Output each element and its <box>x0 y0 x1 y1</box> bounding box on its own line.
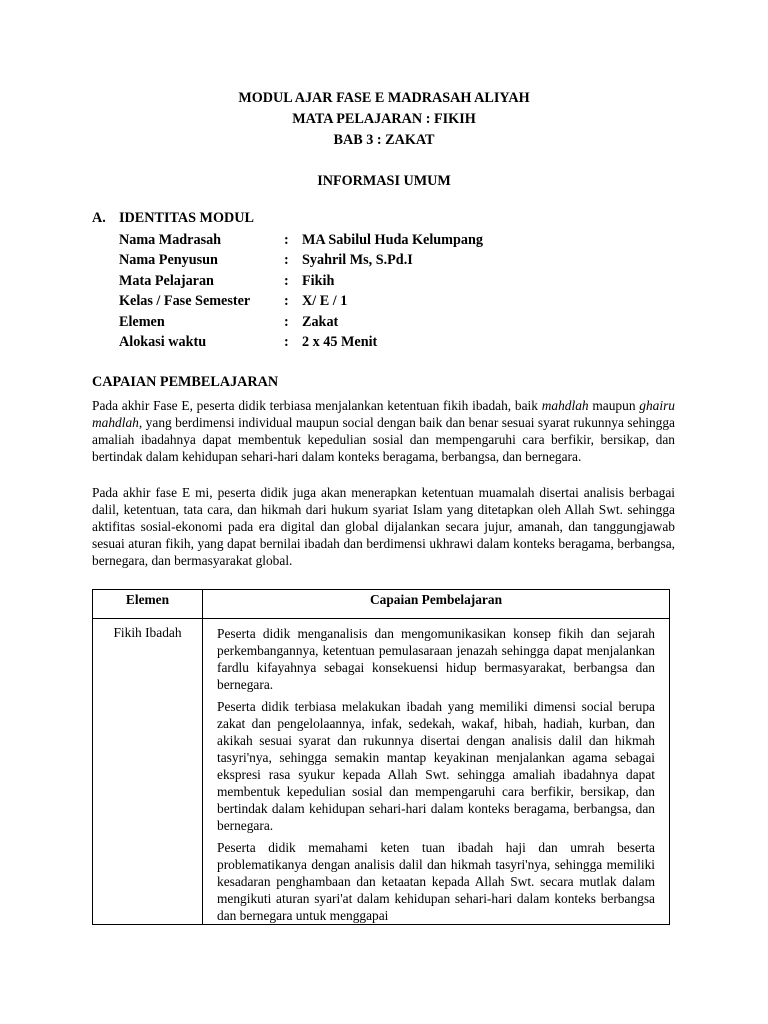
identitas-value: MA Sabilul Huda Kelumpang <box>302 232 483 248</box>
table-header-elemen: Elemen <box>93 590 203 619</box>
identitas-row <box>119 252 483 272</box>
capaian-paragraph-2: Pada akhir fase E mi, peserta didik juga akan menerapkan ketentuan muamalah disertai analisis berbagai dalil, ketentuan, tata cara, dan hikmah dari hukum syariat Islam yang ditetapkan oleh Allah Swt. sehingga aktifitas sosial-ekonomi pada era digital dan global dijalankan secara jujur, amanah, dan tanggungjawab sesuai aturan fikih, yang dapat bernilai ibadah dan berdimensi ukhrawi dalam konteks beragama, berbangsa, bernegara, dan bermasyarakat global. <box>92 485 675 568</box>
section-letter: A. <box>92 210 106 226</box>
identitas-key: Elemen <box>119 313 165 330</box>
subject-title: MATA PELAJARAN : FIKIH <box>292 111 476 127</box>
identitas-key: Nama Madrasah <box>119 232 222 248</box>
identitas-key: Mata Pelajaran <box>119 272 214 289</box>
identitas-row <box>119 314 483 334</box>
identitas-key: Nama Penyusun <box>119 252 218 269</box>
capaian-item: Peserta didik menganalisis dan mengomunikasikan konsep fikih dan sejarah perkembangannya, ketentuan pemulasaraan jenazah sehingga dapat menjalankan fardlu kifayahnya sebagai konsekuensi hidup bermasyarakat, berbangsa dan bernegara. <box>217 626 655 692</box>
table-row <box>93 619 670 925</box>
section-title-informasi-umum: INFORMASI UMUM <box>317 173 451 189</box>
identitas-value: X/ E / 1 <box>302 293 348 310</box>
identitas-value: 2 x 45 Menit <box>302 333 378 350</box>
identitas-separator: : <box>284 293 289 310</box>
text-run: Pada akhir Fase E, peserta didik terbiasa menjalankan ketentuan fikih ibadah, baik <box>92 398 542 413</box>
identitas-value: Zakat <box>302 313 339 330</box>
capaian-heading: CAPAIAN PEMBELAJARAN <box>92 374 279 390</box>
capaian-paragraph-1 <box>92 397 675 465</box>
module-title: MODUL AJAR FASE E MADRASAH ALIYAH <box>238 90 530 106</box>
identitas-title: IDENTITAS MODUL <box>119 210 254 226</box>
identitas-key: Alokasi waktu <box>119 333 207 350</box>
chapter-title: BAB 3 : ZAKAT <box>333 132 435 148</box>
identitas-separator: : <box>284 272 289 289</box>
identitas-table <box>119 232 483 354</box>
identitas-separator: : <box>284 252 289 269</box>
identitas-separator: : <box>284 313 289 330</box>
identitas-row <box>119 232 483 252</box>
identitas-heading <box>92 210 254 227</box>
table-header-capaian: Capaian Pembelajaran <box>203 590 670 619</box>
capaian-item: Peserta didik terbiasa melakukan ibadah yang memiliki dimensi social berupa zakat dan pengelolaannya, infak, sedekah, wakaf, hibah, hadiah, kurban, dan akikah sesuai syarat dan rukunnya disertai dengan analisis dalil dan hikmah tasyri'nya, sehingga semakin mantap keyakinan menjalankan agama sebagai ekspresi rasa syukur kepada Allah Swt. sehingga amaliah ibadahnya dapat membentuk kepedulian sosial dan mempengaruhi cara berfikir, bersikap, dan bertindak dalam kehidupan sehari-hari dalam konteks beragama, berbangsa, dan bernegara. <box>217 699 655 833</box>
capaian-table <box>92 589 670 925</box>
text-run: maupun <box>588 398 640 413</box>
identitas-row <box>119 334 483 354</box>
identitas-separator: : <box>284 333 289 350</box>
capaian-item: Peserta didik memahami keten tuan ibadah haji dan umrah beserta problematikanya dengan analisis dalil dan hikmah tasyri'nya, sehingga memiliki kesadaran penghambaan dan ketaatan kepada Allah Swt. secara mutlak dalam mengikuti aturan syari'at dalam kehidupan sehari-hari dalam konteks berbangsa dan bernegara untuk menggapai <box>217 840 655 923</box>
text-run: , yang berdimensi individual maupun social dengan baik dan benar sesuai syarat rukunnya sehingga amaliah ibadahnya dapat membentuk kepedulian sosial dan mempengaruhi cara berfikir, bersikap, dan bertindak dalam kehidupan sehari-hari dalam konteks beragama, berbangsa, dan bernegara. <box>92 415 675 464</box>
table-header-row <box>93 590 670 619</box>
identitas-key: Kelas / Fase Semester <box>119 293 251 310</box>
identitas-value: Syahril Ms, S.Pd.I <box>302 252 413 269</box>
identitas-row <box>119 293 483 313</box>
identitas-value: Fikih <box>302 272 335 289</box>
identitas-row <box>119 273 483 293</box>
italic-term: ghairu mahdlah <box>92 398 675 430</box>
identitas-separator: : <box>284 232 289 248</box>
italic-term: mahdlah <box>541 398 589 413</box>
table-cell-capaian <box>203 619 670 925</box>
table-cell-elemen: Fikih Ibadah <box>93 619 203 925</box>
